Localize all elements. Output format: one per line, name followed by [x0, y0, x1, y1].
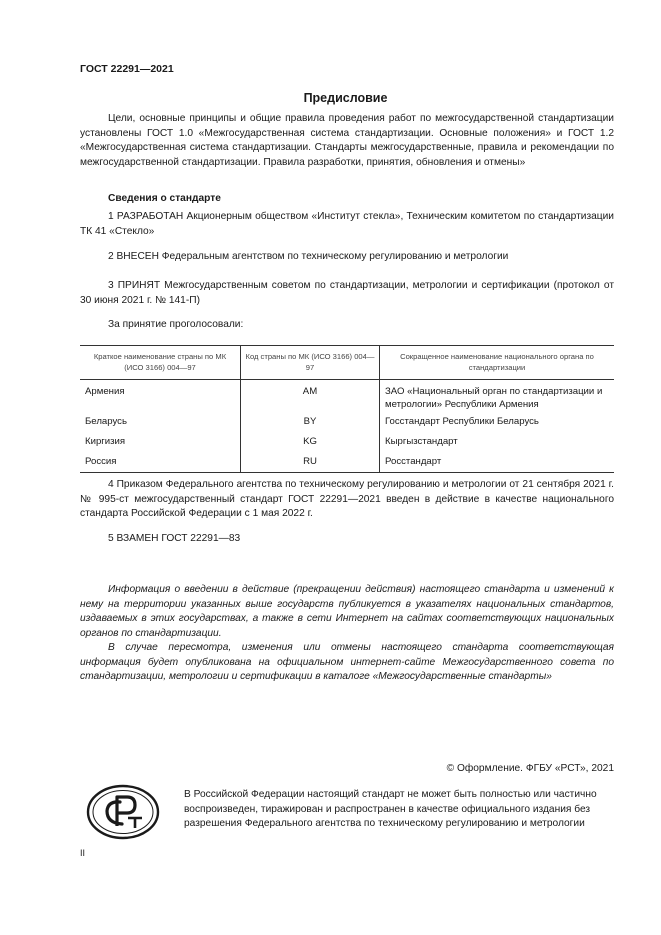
column-header-country: Краткое наименование страны по МК (ИСО 3166) 004—97 — [80, 346, 241, 380]
copyright-notice: В Российской Федерации настоящий стандарт не может быть полностью или частично воспроизведен, тиражирован и распространен в качестве официального издания без разрешения Федерального агентства по техническому регулированию и метрологии — [184, 789, 597, 830]
voting-table — [80, 345, 614, 473]
item-4-order: 4 Приказом Федерального агентства по техническому регулированию и метрологии от 21 сентября 2021 г. № 995-ст межгосударственный стандарт ГОСТ 22291—2021 введен в действие в качестве национального стандарта Российской Федерации с 1 мая 2022 г. — [80, 479, 614, 520]
item-3-adopted: 3 ПРИНЯТ Межгосударственным советом по стандартизации, метрологии и сертификации (протокол от 30 июня 2021 г. № 141-П) — [80, 280, 614, 306]
column-header-body: Сокращенное наименование национального органа по стандартизации — [380, 346, 615, 380]
cell-country: Армения — [85, 386, 125, 397]
item-2-introduced: 2 ВНЕСЕН Федеральным агентством по техническому регулированию и метрологии — [108, 251, 509, 262]
intro-paragraph: Цели, основные принципы и общие правила проведения работ по межгосударственной стандартизации установлены ГОСТ 1.0 «Межгосударственная система стандартизации. Основные положения» и ГОСТ 1.2 «Межгосударственная система стандартизации. Стандарты межгосударственные, правила и рекомендации по межгосударственной стандартизации. Правила разработки, принятия, обновления и отмены» — [80, 113, 614, 168]
cell-country: Россия — [80, 455, 241, 473]
cell-body: Росстандарт — [380, 455, 615, 473]
cell-code: BY — [241, 415, 380, 435]
cell-body: Госстандарт Республики Беларусь — [380, 415, 615, 435]
table-header-row — [80, 346, 614, 380]
item-5-replaces: 5 ВЗАМЕН ГОСТ 22291—83 — [108, 533, 241, 544]
rst-logo-icon — [86, 784, 160, 840]
copyright-line: © Оформление. ФГБУ «РСТ», 2021 — [446, 763, 614, 774]
info-heading: Сведения о стандарте — [108, 193, 221, 204]
cell-body: ЗАО «Национальный орган по стандартизации и метрологии» Республики Армения — [380, 380, 615, 415]
table-row — [80, 455, 614, 473]
page-number: II — [80, 848, 86, 858]
table-row — [80, 415, 614, 435]
cell-code: RU — [241, 455, 380, 473]
item-1-developed: 1 РАЗРАБОТАН Акционерным обществом «Институт стекла», Техническим комитетом по стандартизации ТК 41 «Стекло» — [80, 211, 614, 237]
cell-country: Беларусь — [85, 415, 127, 427]
table-row — [80, 380, 614, 415]
info-note-2: В случае пересмотра, изменения или отмены настоящего стандарта соответствующая информация будет опубликована на официальном интернет-сайте Межгосударственного совета по стандартизации, метрологии и сертификации в каталоге «Межгосударственные стандарты» — [80, 642, 614, 683]
page-title: Предисловие — [303, 91, 388, 105]
cell-code: KG — [241, 435, 380, 455]
document-id: ГОСТ 22291—2021 — [80, 63, 174, 75]
cell-country: Киргизия — [85, 435, 126, 447]
table-row — [80, 435, 614, 455]
cell-body: Кыргызстандарт — [380, 435, 615, 455]
info-note-1: Информация о введении в действие (прекращении действия) настоящего стандарта и изменений к нему на территории указанных выше государств публикуется в указателях национальных стандартов, издаваемых в этих государствах, а также в сети Интернет на сайтах соответствующих национальных органов по стандартизации. — [80, 584, 614, 639]
cell-code: AM — [241, 380, 380, 415]
voted-label: За принятие проголосовали: — [108, 319, 244, 330]
column-header-code: Код страны по МК (ИСО 3166) 004—97 — [241, 346, 380, 380]
